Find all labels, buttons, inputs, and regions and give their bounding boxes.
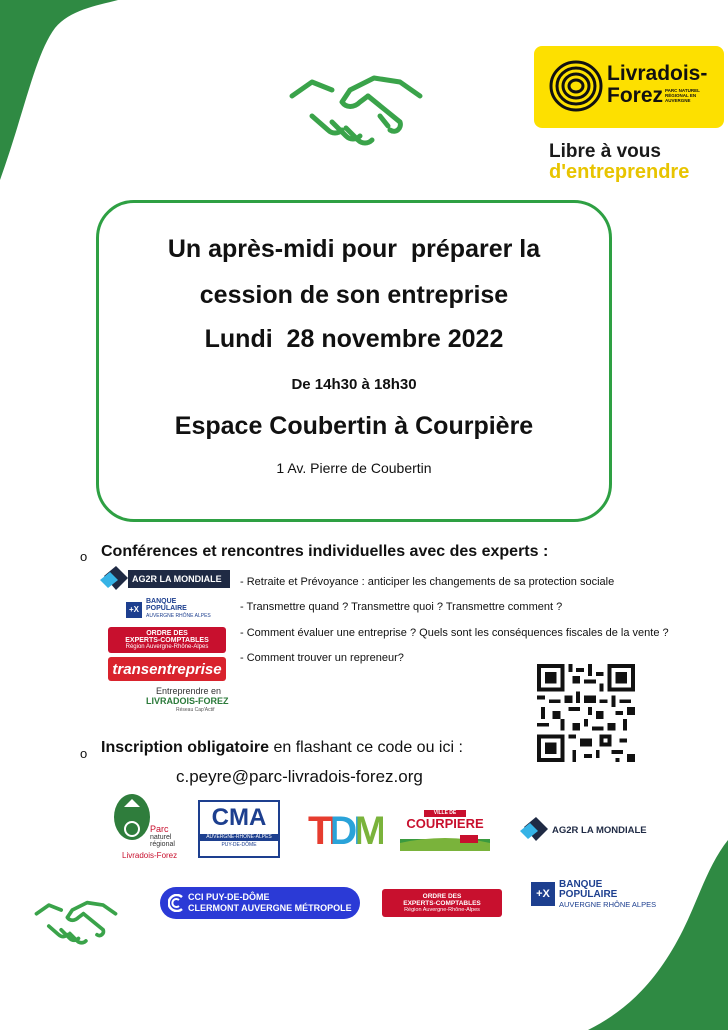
handshake-icon [288, 68, 424, 154]
experts-bottom-line-1: ORDRE DES [422, 892, 462, 900]
ag2r-logo [100, 566, 230, 594]
experts-line-1: ORDRE DES [146, 629, 188, 637]
bp-line-3: AUVERGNE RHÔNE ALPES [146, 613, 211, 619]
ag2r-label: AG2R LA MONDIALE [128, 570, 230, 588]
event-time: De 14h30 à 18h30 [291, 376, 417, 393]
parc-line-3: régional [150, 841, 175, 848]
banque-populaire-logo [126, 598, 226, 622]
parc-emblem-icon [112, 793, 152, 843]
ag2r-mark-icon [100, 566, 130, 594]
parc-livradois-logo [112, 793, 178, 863]
bp-line-2: POPULAIRE [146, 605, 187, 612]
inscription-text [101, 739, 463, 757]
ent-line-1: Entreprendre en [156, 686, 222, 696]
topic-item: - Comment évaluer une entreprise ? Quels sont les conséquences fiscales de la vente ? [240, 627, 669, 639]
inscription-rest: en flashant ce code ou ici : [269, 739, 463, 756]
cma-label: CMA [211, 804, 267, 831]
banque-populaire-logo-bottom [531, 880, 681, 910]
event-date: Lundi 28 novembre 2022 [204, 325, 504, 353]
ent-line-2: LIVRADOIS-FOREZ [146, 696, 229, 706]
contact-email-link[interactable]: c.peyre@parc-livradois-forez.org [176, 767, 423, 786]
ag2r-mark-icon [520, 817, 550, 845]
experts-line-2: EXPERTS-COMPTABLES [125, 636, 209, 644]
cci-line-1: CCI PUY-DE-DÔME [188, 892, 270, 902]
event-title [96, 226, 612, 318]
experts-line-3: Région Auvergne-Rhône-Alpes [125, 643, 209, 650]
experts-comptables-logo-bottom [382, 889, 502, 917]
handshake-icon-small [34, 896, 118, 950]
bullet-icon: o [80, 549, 88, 564]
courpiere-top: VILLE DE [424, 810, 466, 817]
top-left-green-shape [0, 0, 120, 190]
topic-item: - Transmettre quand ? Transmettre quoi ? Transmettre comment ? [240, 601, 563, 613]
bp-bottom-line-2: POPULAIRE [559, 889, 618, 900]
experts-bottom-line-3: Région Auvergne-Rhône-Alpes [404, 906, 480, 913]
bp-line-1: BANQUE [146, 598, 177, 605]
bp-bottom-line-1: BANQUE [559, 879, 603, 890]
event-place: Espace Coubertin à Courpière [174, 412, 534, 440]
cma-sub-2: PUY-DE-DÔME [221, 842, 257, 848]
event-title-line-2: cession de son entreprise [199, 281, 509, 309]
brand-name: Livradois-Forez [607, 62, 708, 107]
courpiere-landscape-icon [400, 831, 490, 851]
tdm-label: TDM [308, 809, 383, 853]
parc-line-1b: Parc [150, 824, 169, 834]
fingerprint-icon [548, 58, 604, 114]
cma-logo [198, 800, 280, 858]
parc-line-4: Livradois-Forez [122, 851, 178, 860]
qr-code[interactable] [537, 664, 635, 762]
entreprendre-livradois-logo [146, 686, 230, 720]
ag2r-logo-bottom [520, 817, 652, 845]
event-title-line-1: Un après-midi pour préparer la [167, 235, 541, 263]
bottom-right-green-shape [588, 840, 728, 1030]
transentreprise-logo: transentreprise [108, 657, 226, 681]
conferences-heading: Conférences et rencontres individuelles avec des experts : [101, 543, 549, 560]
cci-logo [160, 887, 360, 919]
brand-subtitle: PARC NATUREL RÉGIONAL EN AUVERGNE [665, 88, 700, 103]
tagline-line-1: Libre à vous [549, 141, 661, 162]
parc-line-2: naturel [150, 834, 172, 841]
ent-line-3: Réseau Cap'Actif [176, 707, 215, 713]
cci-mark-icon [168, 894, 184, 912]
courpiere-logo [400, 810, 490, 854]
inscription-bold: Inscription obligatoire [101, 739, 270, 756]
courpiere-label: COURPIERE [406, 816, 484, 831]
event-address: 1 Av. Pierre de Coubertin [276, 460, 432, 476]
tdm-logo [308, 803, 383, 859]
topic-item: - Retraite et Prévoyance : anticiper les changements de sa protection sociale [240, 576, 615, 588]
tagline-line-2: d'entreprendre [549, 161, 690, 183]
ag2r-label-bottom: AG2R LA MONDIALE [552, 825, 647, 836]
experts-comptables-logo [108, 627, 226, 653]
bp-mark-icon: +X [126, 602, 142, 618]
bp-bottom-line-3: AUVERGNE RHÔNE ALPES [559, 900, 657, 909]
cci-line-2: CLERMONT AUVERGNE MÉTROPOLE [188, 903, 352, 913]
bp-mark-icon: +X [531, 882, 555, 906]
cma-sub-1: AUVERGNE-RHÔNE-ALPES [200, 834, 278, 841]
bullet-icon: o [80, 746, 88, 761]
experts-bottom-line-2: EXPERTS-COMPTABLES [403, 899, 481, 907]
topic-item: - Comment trouver un repreneur? [240, 652, 404, 664]
